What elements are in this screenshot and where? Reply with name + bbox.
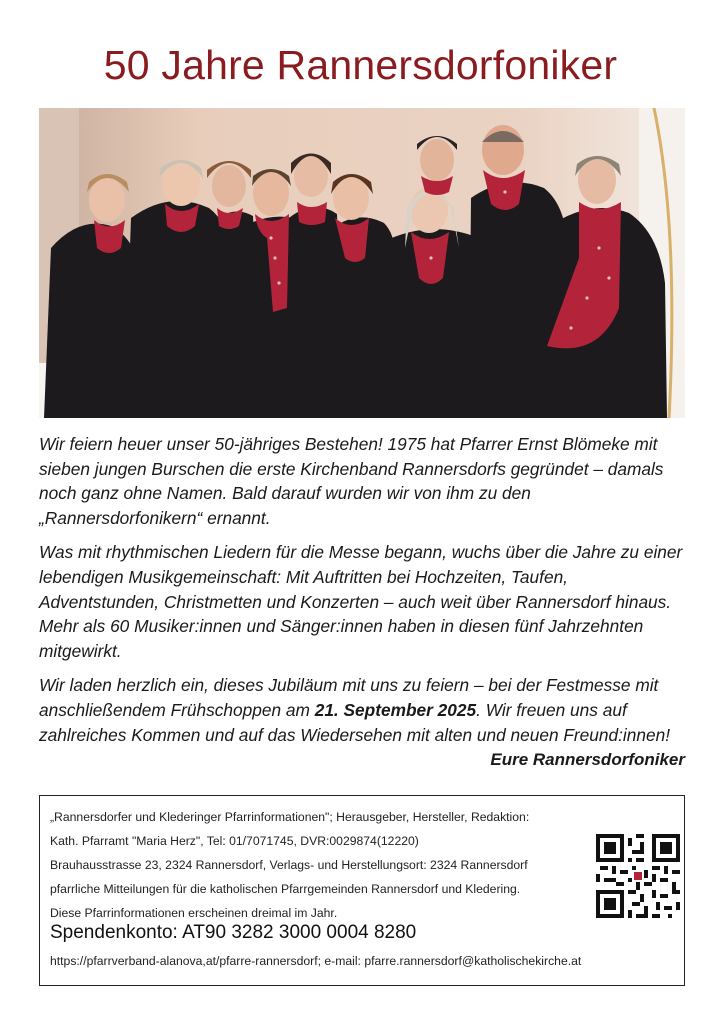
imprint-publisher: „Rannersdorfer und Klederinger Pfarrinformationen"; Herausgeber, Hersteller, Redaktion:	[50, 810, 530, 824]
imprint-address: Brauhausstrasse 23, 2324 Rannersdorf, Verlags- und Herstellungsort: 2324 Rannersdorf	[50, 858, 528, 872]
group-photo	[39, 108, 685, 418]
paragraph-community: Was mit rhythmischen Liedern für die Messe begann, wuchs über die Jahre zu einer lebendigen Musikgemeinschaft: Mit Auftritten bei Hochzeiten, Taufen, Adventstunden, Christmetten und Konzerten – auch weit über Rannersdorf hinaus. Mehr als 60 Musiker:innen und Sänger:innen haben in diesen fünf Jahrzehnten mitgewirkt.	[39, 542, 683, 661]
paragraph-invitation	[39, 673, 689, 747]
paragraph-history: Wir feiern heuer unser 50-jähriges Bestehen! 1975 hat Pfarrer Ernst Blömeke mit sieben jungen Burschen die erste Kirchenband Rannersdorfs gegründet – damals noch ganz ohne Namen. Bald darauf wurden wir von ihm zu den „Rannersdorfonikern“ ernannt.	[39, 434, 664, 528]
signature: Eure Rannersdorfoniker	[490, 750, 685, 769]
imprint-purpose: pfarrliche Mitteilungen für die katholischen Pfarrgemeinden Rannersdorf und Kledering.	[50, 882, 521, 896]
event-date: 21. September 2025	[314, 699, 477, 720]
donation-account: Spendenkonto: AT90 3282 3000 0004 8280	[50, 922, 417, 943]
imprint-contact[interactable]: https://pfarrverband-alanova,at/pfarre-rannersdorf; e-mail: pfarre.rannersdorf@katholischekirche.at	[50, 954, 582, 968]
imprint-box	[39, 795, 685, 986]
article-body	[39, 432, 689, 757]
invitation-text-end: . Wir freuen uns auf zahlreiches Kommen und auf das Wiedersehen mit alten und neuen Freund:innen!	[39, 699, 671, 745]
qr-code-icon[interactable]	[596, 834, 680, 918]
page-title: 50 Jahre Rannersdorfoniker	[103, 42, 618, 88]
invitation-text-start: Wir laden herzlich ein, dieses Jubiläum mit uns zu feiern – bei der Festmesse mit anschließendem Frühschoppen am	[39, 675, 659, 720]
imprint-office: Kath. Pfarramt "Maria Herz", Tel: 01/7071745, DVR:0029874(12220)	[50, 834, 419, 848]
imprint-frequency: Diese Pfarrinformationen erscheinen dreimal im Jahr.	[50, 906, 338, 920]
group-photo-illustration	[39, 108, 685, 418]
